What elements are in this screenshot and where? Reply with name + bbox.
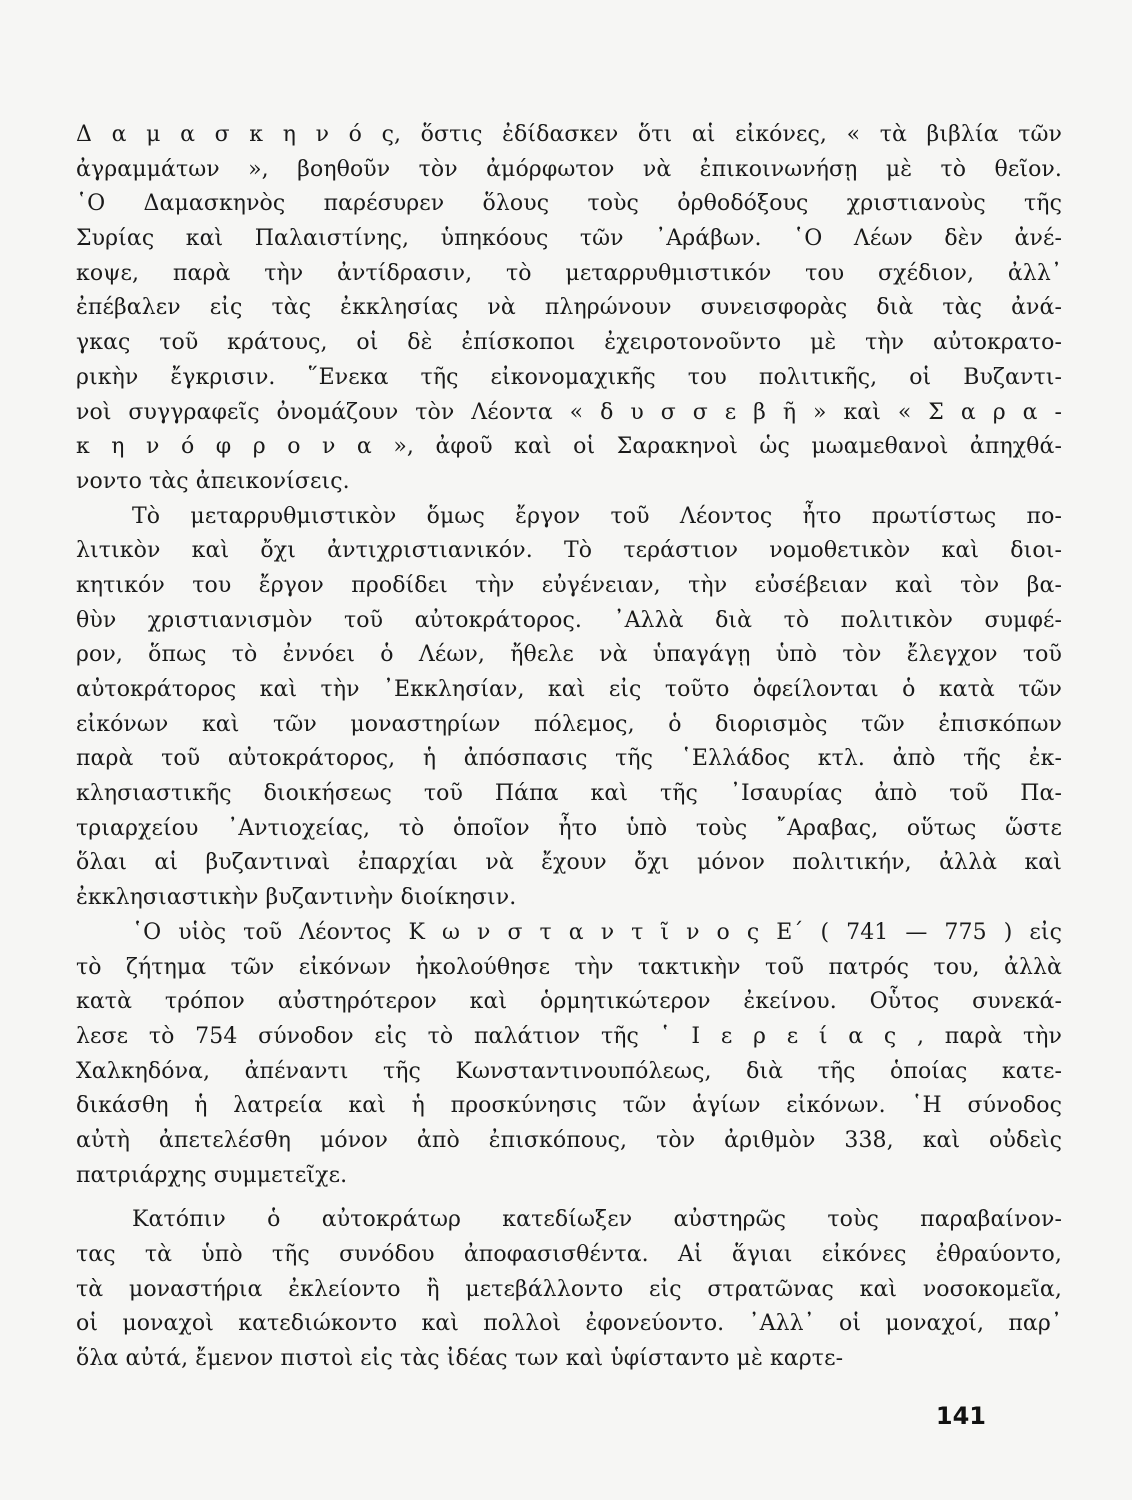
text-line: τριαρχείου ᾽Αντιοχείας, τὸ ὁποῖον ἦτο ὑπὸ τοὺς ῎Αραβας, οὕτως ὥστε [76,815,1062,841]
text-line: λιτικὸν καὶ ὄχι ἀντιχριστιανικόν. Τὸ τεράστιον νομοθετικὸν καὶ διοι- [76,538,1062,564]
text-line: ρικὴν ἔγκρισιν. ῞Ενεκα τῆς εἰκονομαχικῆς του πολιτικῆς, οἱ Βυζαντι- [76,364,1062,390]
text-line: ῾Ο Δαμασκηνὸς παρέσυρεν ὅλους τοὺς ὀρθοδόξους χριστιανοὺς τῆς [76,191,1062,217]
body-text [76,118,1062,1377]
text-line: γκας τοῦ κράτους, οἱ δὲ ἐπίσκοποι ἐχειροτονοῦντο μὲ τὴν αὐτοκρατο- [76,330,1062,356]
text-line: ὅλαι αἱ βυζαντιναὶ ἐπαρχίαι νὰ ἔχουν ὄχι μόνον πολιτικήν, ἀλλὰ καὶ [76,850,1062,876]
paragraph [76,500,1062,916]
paragraph-gap [76,1193,1062,1203]
text-line: θὺν χριστιανισμὸν τοῦ αὐτοκράτορος. ᾽Αλλὰ διὰ τὸ πολιτικὸν συμφέ- [76,607,1062,633]
text-line: ὅλα αὐτά, ἔμενον πιστοὶ εἰς τὰς ἰδέας των καὶ ὑφίσταντο μὲ καρτε- [76,1346,844,1372]
text-line: ῾Ο υἱὸς τοῦ Λέοντος Κ ω ν σ τ α ν τ ῖ ν ο ς Ε΄ ( 741 — 775 ) εἰς [132,919,1062,945]
text-line: Κατόπιν ὁ αὐτοκράτωρ κατεδίωξεν αὐστηρῶς τοὺς παραβαίνον- [132,1207,1062,1233]
text-line: κ η ν ό φ ρ ο ν α », ἀφοῦ καὶ οἱ Σαρακηνοὶ ὡς μωαμεθανοὶ ἀπηχθά- [76,434,1062,460]
paragraph [76,118,1062,500]
page-number: 141 [935,1402,986,1430]
text-line: πατριάρχης συμμετεῖχε. [76,1162,348,1188]
paragraph [76,1203,1062,1376]
text-line: τὰ μοναστήρια ἐκλείοντο ἢ μετεβάλλοντο εἰς στρατῶνας καὶ νοσοκομεῖα, [76,1276,1062,1302]
text-line: ρον, ὅπως τὸ ἐννόει ὁ Λέων, ἤθελε νὰ ὑπαγάγῃ ὑπὸ τὸν ἔλεγχον τοῦ [76,642,1062,668]
text-line: παρὰ τοῦ αὐτοκράτορος, ἡ ἀπόσπασις τῆς ῾Ελλάδος κτλ. ἀπὸ τῆς ἐκ- [76,746,1062,772]
text-line: εἰκόνων καὶ τῶν μοναστηρίων πόλεμος, ὁ διορισμὸς τῶν ἐπισκόπων [76,711,1062,737]
text-line: κατὰ τρόπον αὐστηρότερον καὶ ὁρμητικώτερον ἐκείνου. Οὗτος συνεκά- [76,989,1062,1015]
text-line: δικάσθη ἡ λατρεία καὶ ἡ προσκύνησις τῶν ἁγίων εἰκόνων. ῾Η σύνοδος [76,1093,1062,1119]
text-line: αὐτοκράτορος καὶ τὴν ᾽Εκκλησίαν, καὶ εἰς τοῦτο ὀφείλονται ὁ κατὰ τῶν [76,677,1062,702]
text-line: λεσε τὸ 754 σύνοδον εἰς τὸ παλάτιον τῆς ῾ Ι ε ρ ε ί α ς , παρὰ τὴν [76,1023,1062,1049]
text-line: Τὸ μεταρρυθμιστικὸν ὅμως ἔργον τοῦ Λέοντος ἦτο πρωτίστως πο- [132,503,1062,529]
text-line: κοψε, παρὰ τὴν ἀντίδρασιν, τὸ μεταρρυθμιστικόν του σχέδιον, ἀλλ᾽ [76,260,1062,286]
text-line: νοντο τὰς ἀπεικονίσεις. [76,468,350,494]
text-line: Δ α μ α σ κ η ν ό ς, ὅστις ἐδίδασκεν ὅτι αἱ εἰκόνες, « τὰ βιβλία τῶν [76,122,1062,147]
text-line: τας τὰ ὑπὸ τῆς συνόδου ἀποφασισθέντα. Αἱ ἅγιαι εἰκόνες ἐθραύοντο, [76,1242,1062,1267]
text-line: αὐτὴ ἀπετελέσθη μόνον ἀπὸ ἐπισκόπους, τὸν ἀριθμὸν 338, καὶ οὐδεὶς [76,1127,1062,1153]
text-line: κητικόν του ἔργον προδίδει τὴν εὐγένειαν, τὴν εὐσέβειαν καὶ τὸν βα- [76,572,1062,598]
text-line: Χαλκηδόνα, ἀπέναντι τῆς Κωνσταντινουπόλεως, διὰ τῆς ὁποίας κατε- [76,1058,1062,1084]
text-line: ἐκκλησιαστικὴν βυζαντινὴν διοίκησιν. [76,885,517,911]
paragraph [76,916,1062,1194]
text-line: Συρίας καὶ Παλαιστίνης, ὑπηκόους τῶν ᾽Αράβων. ῾Ο Λέων δὲν ἀνέ- [76,226,1062,252]
text-line: οἱ μοναχοὶ κατεδιώκοντο καὶ πολλοὶ ἐφονεύοντο. ᾽Αλλ᾽ οἱ μοναχοί, παρ᾽ [76,1311,1062,1337]
text-line: ἀγραμμάτων », βοηθοῦν τὸν ἀμόρφωτον νὰ ἐπικοινωνήσῃ μὲ τὸ θεῖον. [76,156,1062,182]
text-line: κλησιαστικῆς διοικήσεως τοῦ Πάπα καὶ τῆς ᾽Ισαυρίας ἀπὸ τοῦ Πα- [76,781,1062,807]
text-line: ἐπέβαλεν εἰς τὰς ἐκκλησίας νὰ πληρώνουν συνεισφορὰς διὰ τὰς ἀνά- [76,295,1062,321]
text-line: νοὶ συγγραφεῖς ὀνομάζουν τὸν Λέοντα « δ υ σ σ ε β ῆ » καὶ « Σ α ρ α - [76,399,1062,425]
text-line: τὸ ζήτημα τῶν εἰκόνων ἠκολούθησε τὴν τακτικὴν τοῦ πατρός του, ἀλλὰ [76,954,1062,980]
